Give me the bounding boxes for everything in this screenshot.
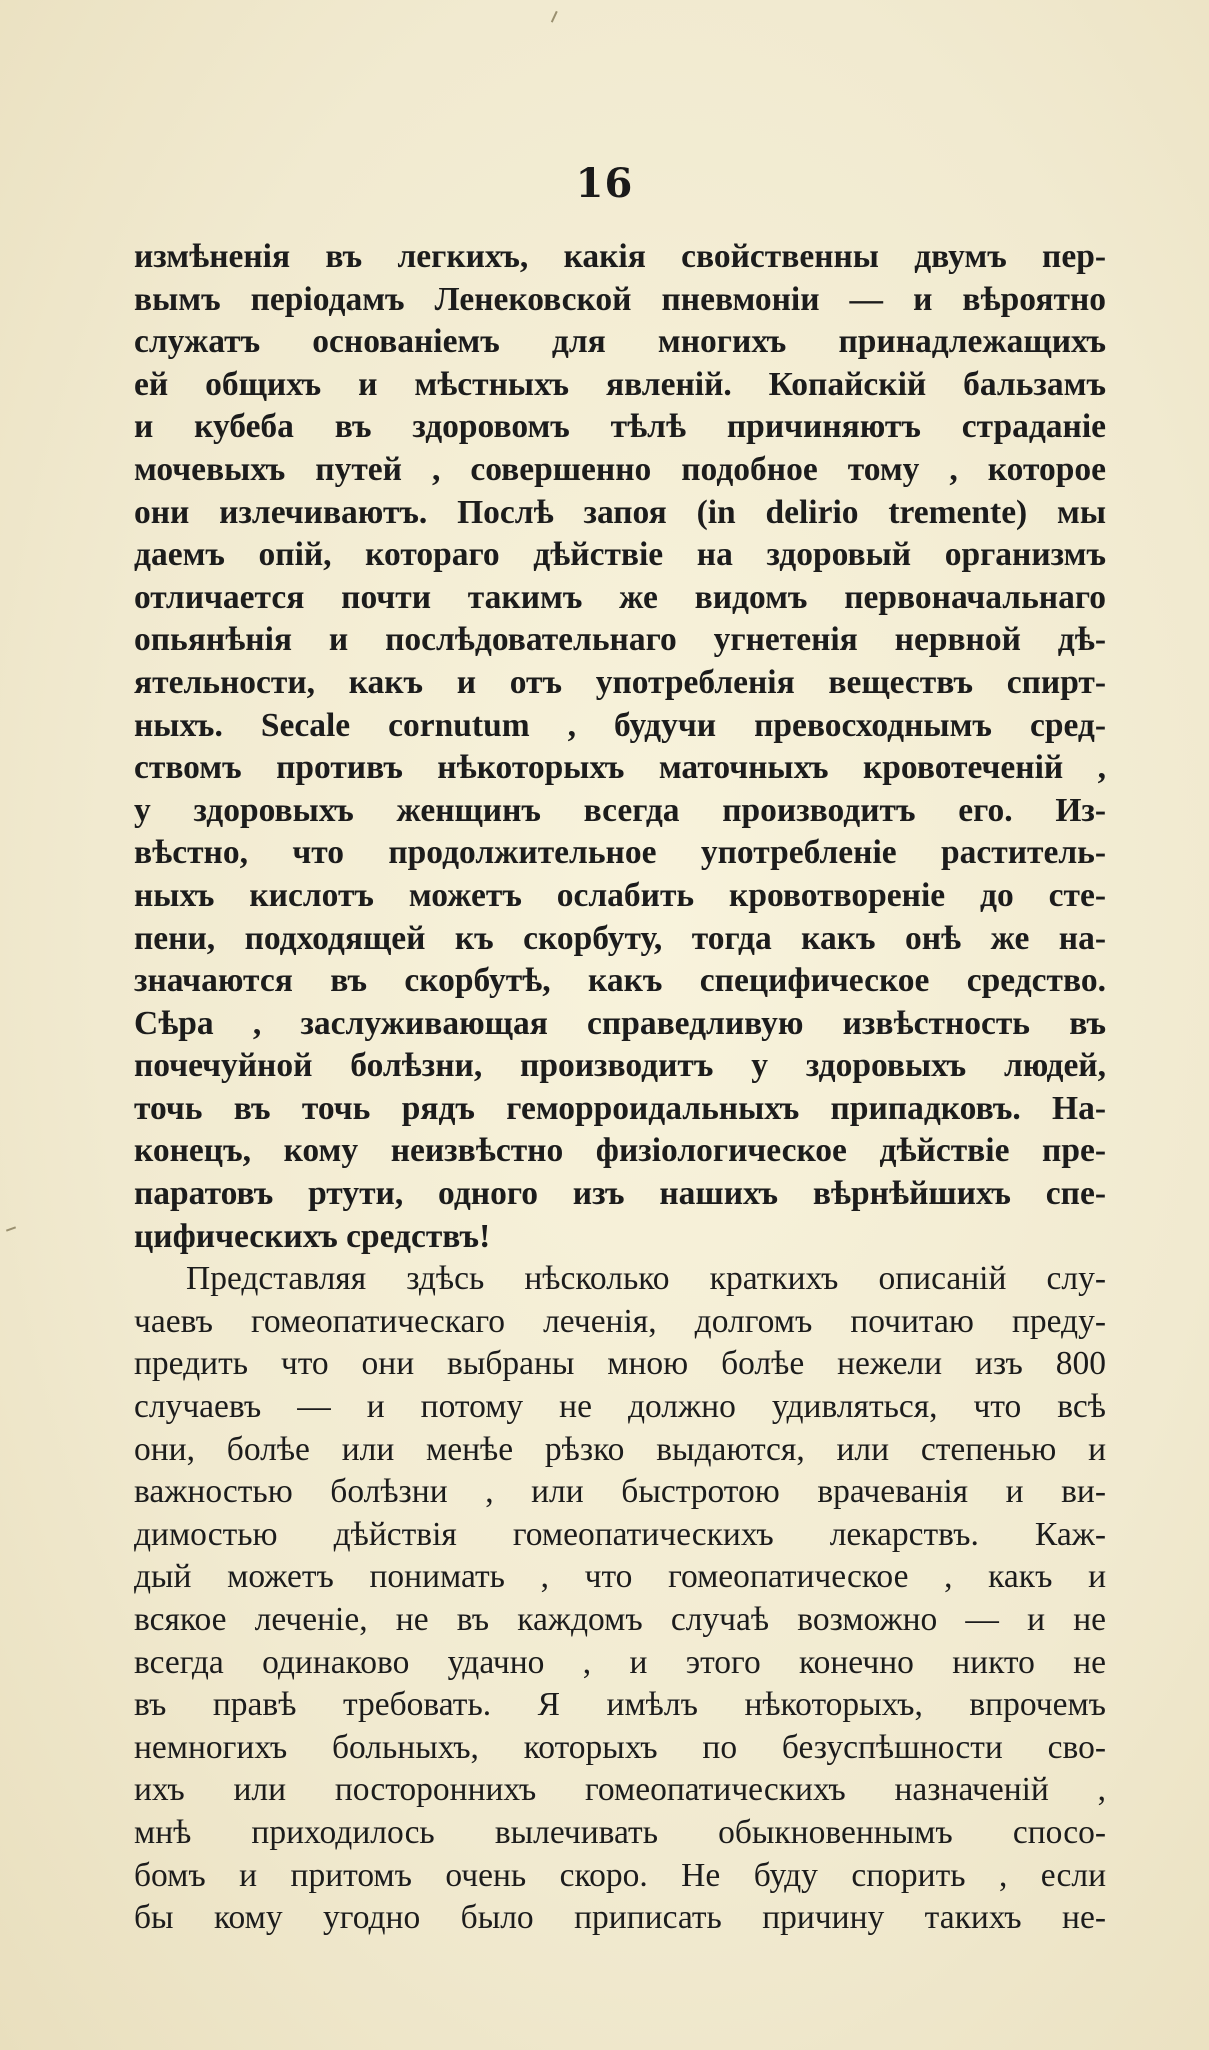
body-text xyxy=(134,236,1106,1940)
page-number: 16 xyxy=(575,160,634,207)
text-line: бомъ и притомъ очень скоро. Не буду спорить , если xyxy=(134,1856,1106,1894)
text-line: цифическихъ средствъ! xyxy=(134,1217,491,1255)
text-line: и кубеба въ здоровомъ тѣлѣ причиняютъ страданіе xyxy=(134,408,1106,446)
text-line: опьянѣнія и послѣдовательнаго угнетенія нервной дѣ- xyxy=(134,621,1106,659)
text-line: паратовъ ртути, одного изъ нашихъ вѣрнѣйшихъ спе- xyxy=(134,1175,1106,1213)
text-line: служатъ основаніемъ для многихъ принадлежащихъ xyxy=(134,323,1106,361)
text-line: они излечиваютъ. Послѣ запоя (in delirio tremente) мы xyxy=(134,493,1106,531)
text-line: значаются въ скорбутѣ, какъ специфическое средство. xyxy=(134,962,1106,1000)
text-line: въ правѣ требовать. Я имѣлъ нѣкоторыхъ, впрочемъ xyxy=(134,1686,1106,1724)
text-line: случаевъ — и потому не должно удивляться, что всѣ xyxy=(134,1388,1106,1426)
paragraph-1 xyxy=(134,236,1106,1258)
text-line: ятельности, какъ и отъ употребленія веществъ спирт- xyxy=(134,663,1106,701)
text-line: немногихъ больныхъ, которыхъ по безуспѣшности сво- xyxy=(134,1728,1106,1766)
text-line: дый можетъ понимать , что гомеопатическое , какъ и xyxy=(134,1558,1106,1596)
text-line: Сѣра , заслуживающая справедливую извѣстность въ xyxy=(134,1004,1106,1042)
text-line: ствомъ противъ нѣкоторыхъ маточныхъ кровотеченій , xyxy=(134,749,1106,787)
text-line: ныхъ кислотъ можетъ ослабить кровотвореніе до сте- xyxy=(134,876,1106,914)
text-line: конецъ, кому неизвѣстно физіологическое дѣйствіе пре- xyxy=(134,1132,1106,1170)
text-line: мнѣ приходилось вылечивать обыкновеннымъ спосо- xyxy=(134,1813,1106,1851)
paragraph-2 xyxy=(134,1258,1106,1940)
text-line: Представляя здѣсь нѣсколько краткихъ описаній слу- xyxy=(186,1260,1106,1298)
text-line: ихъ или постороннихъ гомеопатическихъ назначеній , xyxy=(134,1771,1106,1809)
text-line: мочевыхъ путей , совершенно подобное тому , которое xyxy=(134,450,1106,488)
text-line: они, болѣе или менѣе рѣзко выдаются, или степенью и xyxy=(134,1430,1106,1468)
text-line: почечуйной болѣзни, производитъ у здоровыхъ людей, xyxy=(134,1047,1106,1085)
text-line: у здоровыхъ женщинъ всегда производитъ его. Из- xyxy=(134,791,1106,829)
text-line: измѣненія въ легкихъ, какія свойственны двумъ пер- xyxy=(134,238,1106,275)
text-line: пени, подходящей къ скорбуту, тогда какъ онѣ же на- xyxy=(134,919,1106,957)
text-line: ей общихъ и мѣстныхъ явленій. Копайскій бальзамъ xyxy=(134,365,1106,403)
text-line: всякое леченіе, не въ каждомъ случаѣ возможно — и не xyxy=(134,1601,1106,1638)
text-line: точь въ точь рядъ геморроидальныхъ припадковъ. На- xyxy=(134,1089,1106,1127)
text-line: вѣстно, что продолжительное употребленіе раститель- xyxy=(134,834,1106,872)
text-line: вымъ періодамъ Ленековской пневмоніи — и вѣроятно xyxy=(134,280,1106,318)
text-line: предить что они выбраны мною болѣе нежели изъ 800 xyxy=(134,1345,1106,1383)
text-line: чаевъ гомеопатическаго леченія, долгомъ почитаю преду- xyxy=(134,1302,1106,1340)
text-line: всегда одинаково удачно , и этого конечно никто не xyxy=(134,1643,1106,1681)
text-line: важностью болѣзни , или быстротою врачеванія и ви- xyxy=(134,1473,1106,1511)
text-line: бы кому угодно было приписать причину такихъ не- xyxy=(134,1899,1106,1937)
text-line: отличается почти такимъ же видомъ первоначальнаго xyxy=(134,578,1106,616)
text-line: димостью дѣйствія гомеопатическихъ лекарствъ. Каж- xyxy=(134,1515,1106,1553)
ink-mark xyxy=(551,11,563,25)
text-line: ныхъ. Secale cornutum , будучи превосходнымъ сред- xyxy=(134,706,1106,744)
text-line: даемъ опій, котораго дѣйствіе на здоровый организмъ xyxy=(134,536,1106,574)
ink-mark xyxy=(6,1226,16,1231)
